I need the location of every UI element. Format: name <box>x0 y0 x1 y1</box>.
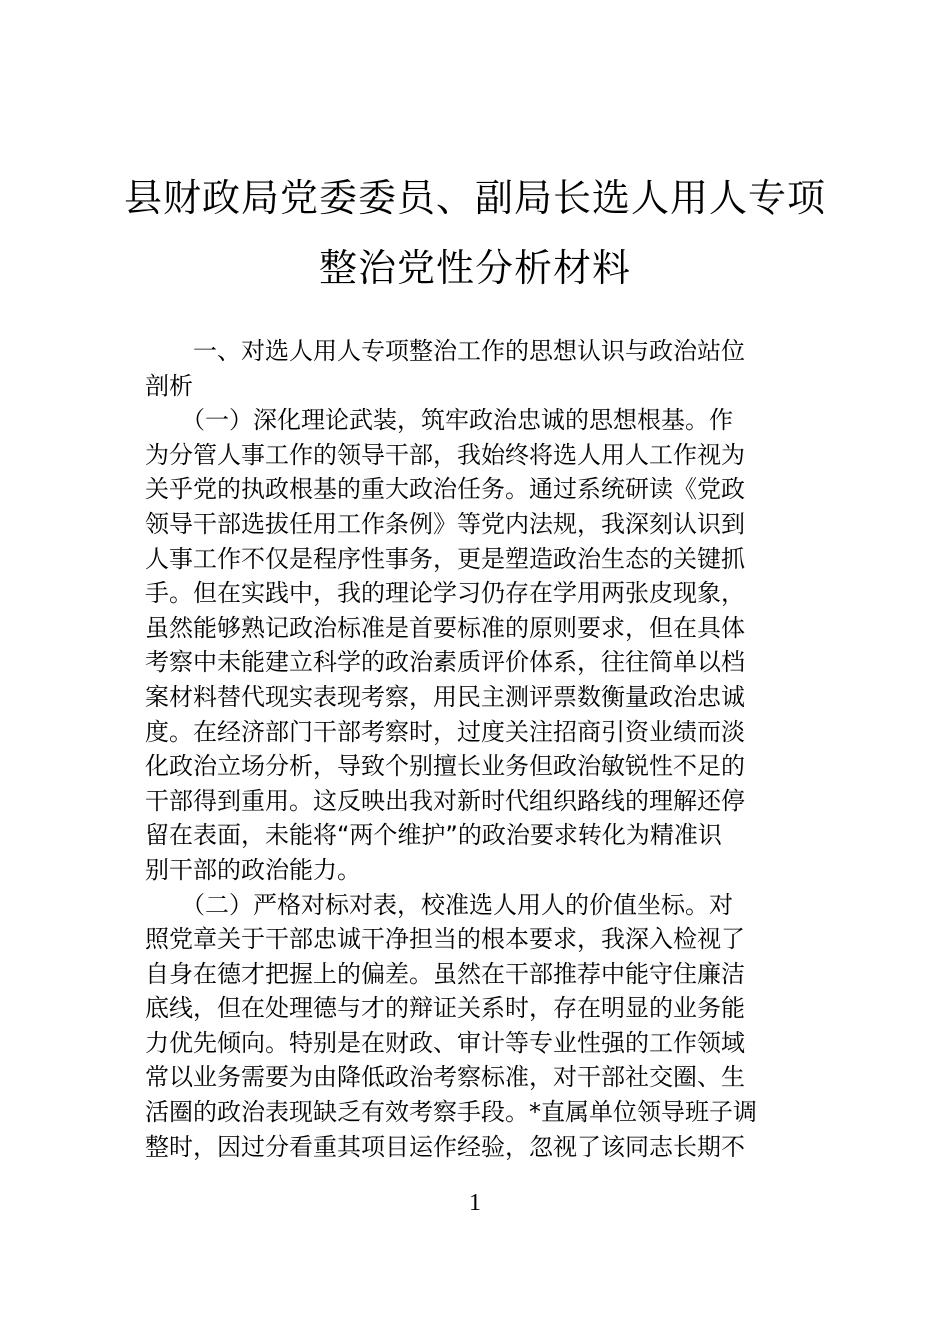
body-line: 别干部的政治能力。 <box>145 855 361 884</box>
body-line: 底线，但在处理德与才的辩证关系时，存在明显的业务能 <box>145 994 745 1023</box>
body-line: 剖析 <box>145 371 193 400</box>
body-line: 虽然能够熟记政治标准是首要标准的原则要求，但在具体 <box>145 613 745 642</box>
body-line: 干部得到重用。这反映出我对新时代组织路线的理解还停 <box>145 786 745 815</box>
body-line: 活圈的政治表现缺乏有效考察手段。*直属单位领导班子调 <box>145 1098 757 1127</box>
body-line: 照党章关于干部忠诚干净担当的根本要求，我深入检视了 <box>145 925 745 954</box>
body-line: 为分管人事工作的领导干部，我始终将选人用人工作视为 <box>145 440 745 469</box>
body-line: 化政治立场分析，导致个别擅长业务但政治敏锐性不足的 <box>145 752 745 781</box>
body-line: 手。但在实践中，我的理论学习仍存在学用两张皮现象， <box>145 579 745 608</box>
body-line: 领导干部选拔任用工作条例》等党内法规，我深刻认识到 <box>145 509 745 538</box>
body-line: （二）严格对标对表，校准选人用人的价值坐标。对 <box>145 890 733 919</box>
document-title-line-2: 整治党性分析材料 <box>318 246 631 290</box>
document-body <box>145 334 813 1164</box>
body-line: 人事工作不仅是程序性事务，更是塑造政治生态的关键抓 <box>145 544 745 573</box>
body-line: 力优先倾向。特别是在财政、审计等专业性强的工作领域 <box>145 1028 745 1057</box>
document-title-line-1: 县财政局党委委员、副局长选人用人专项 <box>123 176 826 220</box>
page-number: 1 <box>469 1190 481 1216</box>
body-line: 考察中未能建立科学的政治素质评价体系，往往简单以档 <box>145 648 745 677</box>
body-line: （一）深化理论武装，筑牢政治忠诚的思想根基。作 <box>145 406 733 435</box>
body-line: 常以业务需要为由降低政治考察标准，对干部社交圈、生 <box>145 1063 745 1092</box>
body-line: 整时，因过分看重其项目运作经验，忽视了该同志长期不 <box>145 1132 745 1161</box>
body-line: 度。在经济部门干部考察时，过度关注招商引资业绩而淡 <box>145 717 745 746</box>
body-line: 留在表面，未能将“两个维护”的政治要求转化为精准识 <box>145 821 722 850</box>
body-line: 关乎党的执政根基的重大政治任务。通过系统研读《党政 <box>145 475 745 504</box>
body-line: 自身在德才把握上的偏差。虽然在干部推荐中能守住廉洁 <box>145 959 745 988</box>
body-line: 一、对选人用人专项整治工作的思想认识与政治站位 <box>145 337 745 365</box>
body-line: 案材料替代现实表现考察，用民主测评票数衡量政治忠诚 <box>145 682 745 711</box>
